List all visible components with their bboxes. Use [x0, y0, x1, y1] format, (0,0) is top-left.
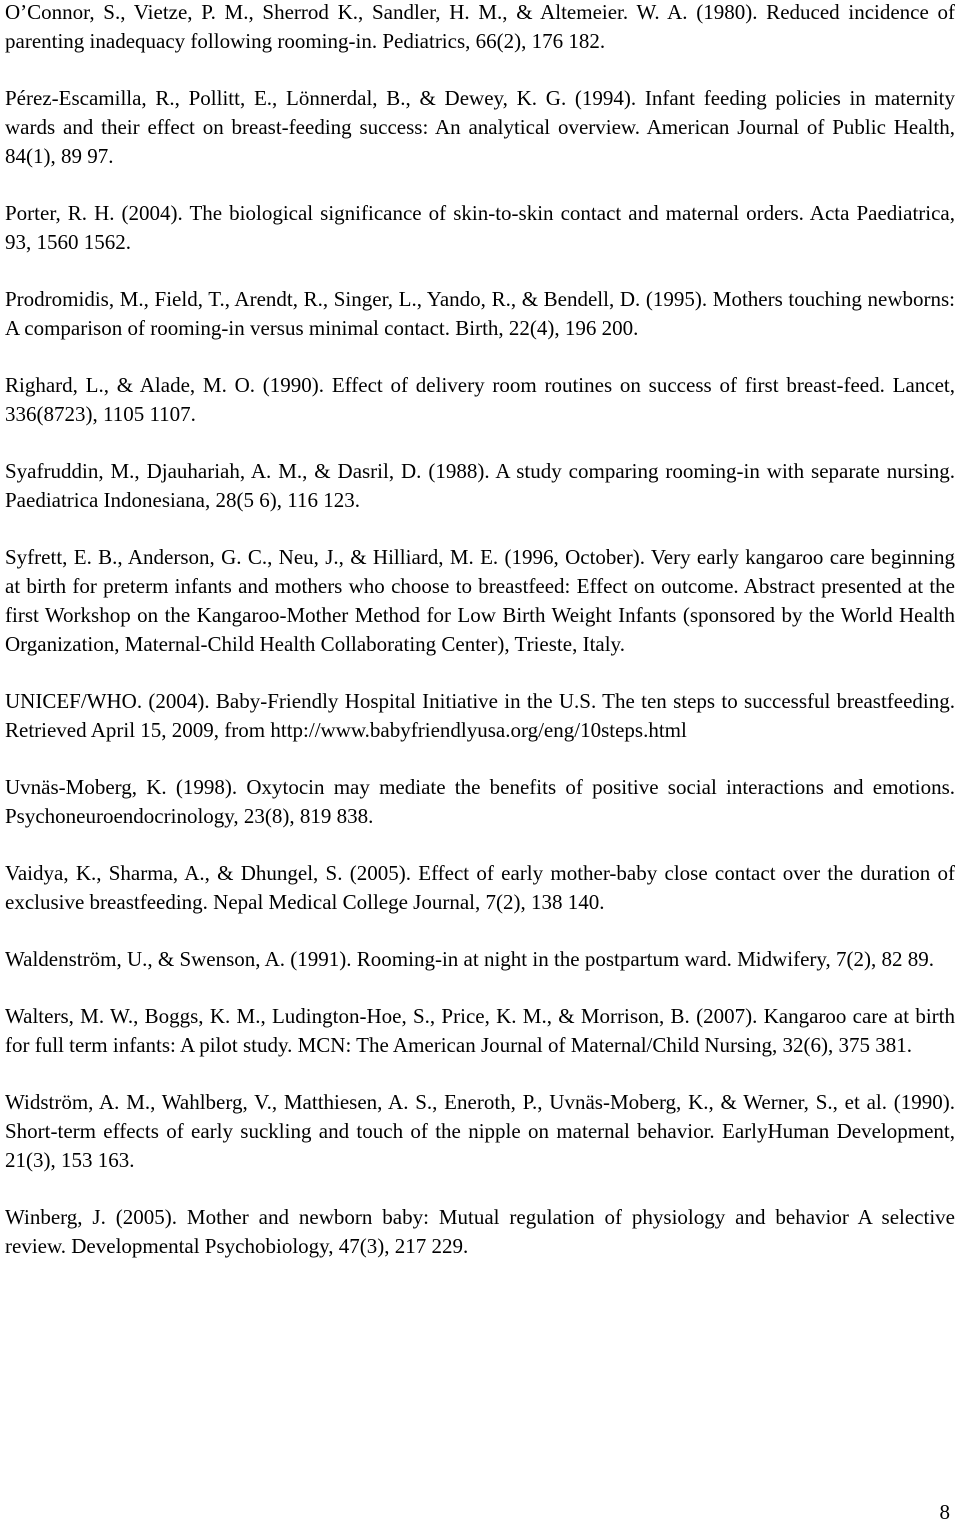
reference-winberg-2005: Winberg, J. (2005). Mother and newborn baby: Mutual regulation of physiology and behavior A selective review. Developmental Psychobiology, 47(3), 217 229.: [5, 1205, 955, 1258]
reference-prodromidis-1995: Prodromidis, M., Field, T., Arendt, R., Singer, L., Yando, R., & Bendell, D. (1995). Mothers touching newborns: A comparison of rooming-in versus minimal contact. Birth, 22(4), 196 200.: [5, 287, 955, 340]
reference-widstrom-1990: Widström, A. M., Wahlberg, V., Matthiesen, A. S., Eneroth, P., Uvnäs-Moberg, K., & Werner, S., et al. (1990). Short-term effects of early suckling and touch of the nipple on maternal behavior. EarlyHuman Development, 21(3), 153 163.: [5, 1090, 955, 1172]
reference-syfrett-1996: Syfrett, E. B., Anderson, G. C., Neu, J., & Hilliard, M. E. (1996, October). Very early kangaroo care beginning at birth for preterm infants and mothers who choose to breastfeed: Effect on outcome. Abstract presented at the first Workshop on the Kangaroo-Mother Method for Low Birth Weight Infants (sponsored by the World Health Organization, Maternal-Child Health Collaborating Center), Trieste, Italy.: [5, 545, 955, 656]
reference-uvnas-moberg-1998: Uvnäs-Moberg, K. (1998). Oxytocin may mediate the benefits of positive social interactions and emotions. Psychoneuroendocrinology, 23(8), 819 838.: [5, 775, 955, 828]
reference-unicef-who-2004: UNICEF/WHO. (2004). Baby-Friendly Hospital Initiative in the U.S. The ten steps to successful breastfeeding. Retrieved April 15, 2009, from http://www.babyfriendlyusa.org/eng/10steps.html: [5, 689, 955, 742]
reference-waldenstrom-1991: Waldenström, U., & Swenson, A. (1991). Rooming-in at night in the postpartum ward. Midwifery, 7(2), 82 89.: [5, 947, 935, 971]
reference-righard-1990: Righard, L., & Alade, M. O. (1990). Effect of delivery room routines on success of first breast-feed. Lancet, 336(8723), 1105 1107.: [5, 373, 955, 426]
reference-porter-2004: Porter, R. H. (2004). The biological significance of skin-to-skin contact and maternal orders. Acta Paediatrica, 93, 1560 1562.: [5, 201, 955, 254]
page-number: 8: [939, 1500, 950, 1524]
reference-oconnor-1980: O’Connor, S., Vietze, P. M., Sherrod K., Sandler, H. M., & Altemeier. W. A. (1980). Reduced incidence of parenting inadequacy following rooming-in. Pediatrics, 66(2), 176 182.: [5, 0, 955, 53]
reference-syafruddin-1988: Syafruddin, M., Djauhariah, A. M., & Dasril, D. (1988). A study comparing rooming-in with separate nursing. Paediatrica Indonesiana, 28(5 6), 116 123.: [5, 459, 955, 512]
reference-walters-2007: Walters, M. W., Boggs, K. M., Ludington-Hoe, S., Price, K. M., & Morrison, B. (2007). Kangaroo care at birth for full term infants: A pilot study. MCN: The American Journal of Maternal/Child Nursing, 32(6), 375 381.: [5, 1004, 955, 1057]
reference-vaidya-2005: Vaidya, K., Sharma, A., & Dhungel, S. (2005). Effect of early mother-baby close contact over the duration of exclusive breastfeeding. Nepal Medical College Journal, 7(2), 138 140.: [5, 861, 955, 914]
reference-perez-escamilla-1994: Pérez-Escamilla, R., Pollitt, E., Lönnerdal, B., & Dewey, K. G. (1994). Infant feeding policies in maternity wards and their effect on breast-feeding success: An analytical overview. American Journal of Public Health, 84(1), 89 97.: [5, 86, 955, 168]
reference-list: [5, 0, 955, 1289]
